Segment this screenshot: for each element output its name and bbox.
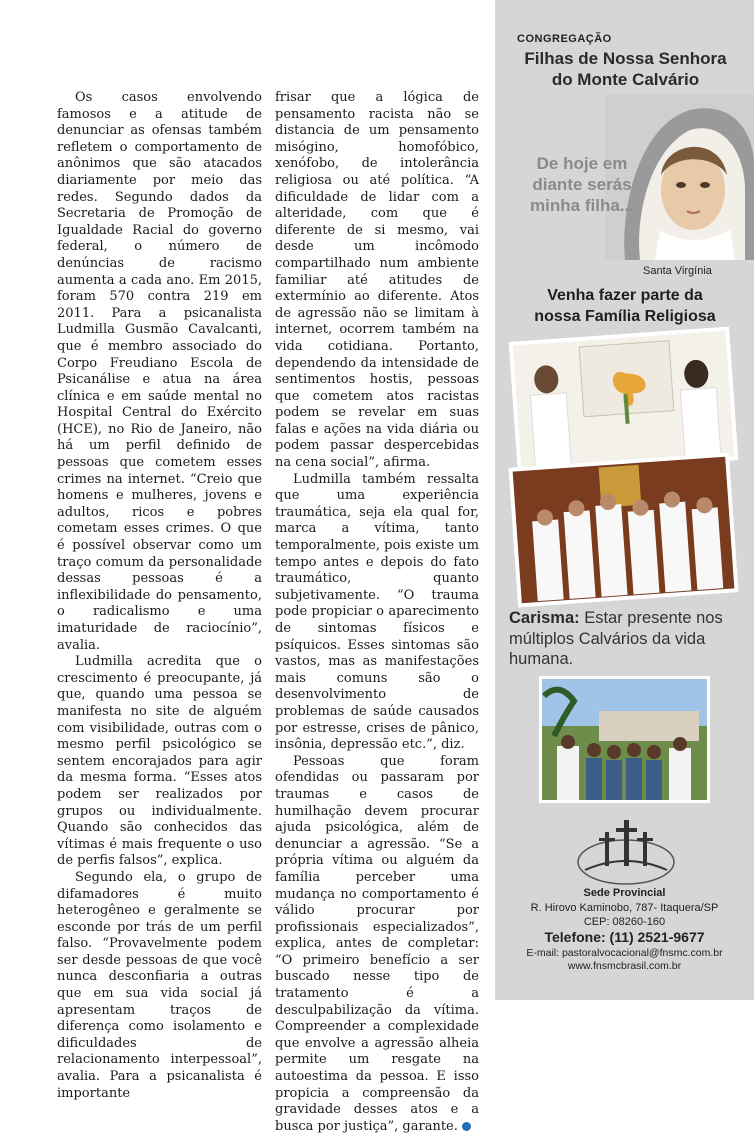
end-of-article-marker — [462, 1122, 471, 1131]
article-paragraph-text: Pessoas que foram ofendidas ou passaram por traumas e casos de humilhação devem procurar ajuda psicológica, além de denunciar a agressão. “Se a própria vítima ou alguém da família perceber uma mudança no comportamento é válido procurar por profissionais especializados”, explica, antes de completar: “O primeiro benefício a ser buscado nesse tipo de tratamento é a desculpabilização da vítima. Compreender a complexidade que envolve a agressão alheia permite um resgate na autoestima da pessoa. E isso propicia a compreensão da gravidade desses atos e a busca por justiça”, garante. — [275, 753, 479, 1134]
carisma-statement — [509, 608, 749, 670]
ad-website: www.fnsmcbrasil.com.br — [567, 960, 682, 972]
article-paragraph-last — [275, 754, 479, 1135]
ad-invitation — [505, 285, 745, 327]
community-photo — [539, 676, 710, 803]
ad-title — [513, 48, 738, 90]
article-column-1 — [57, 90, 262, 1102]
article-paragraph: Segundo ela, o grupo de difamadores é muito heterogêneo e geralmente se esconde por trás de um perfil falso. “Provavelmente podem ser desde pessoas de que você nunca desconfiaria a outras que em sua vida social já apresentam traços de diferença como isolamento e dificuldades de relacionamento interpessoal”, avalia. Para a psicanalista é importante — [57, 869, 262, 1101]
ad-title-line: do Monte Calvário — [551, 70, 700, 89]
ad-phone: Telefone: (11) 2521-9677 — [544, 929, 705, 945]
ad-invitation-line: Venha fazer parte da — [547, 287, 703, 304]
ad-contact — [495, 947, 754, 973]
article-paragraph: Ludmilla acredita que o crescimento é preocupante, já que, quando uma pessoa se manifesta no site de alguém com visibilidade, outras com o mesmo perfil psicológico se sentem encorajados para agir da mesma forma. “Esses atos podem ser realizados por grupos ou individualmente. Quando são conhecidos das vítimas é mais frequente o uso de perfis falsos”, explica. — [57, 654, 262, 869]
carisma-label: Carisma: — [509, 609, 580, 627]
ad-congregacao-label: CONGREGAÇÃO — [517, 33, 612, 45]
ad-address — [495, 901, 754, 929]
sisters-photo-2 — [508, 452, 738, 607]
carisma-text: Estar presente nos múltiplos Calvários da vida humana. — [509, 609, 723, 668]
congregation-advertisement — [495, 0, 754, 1000]
article-column-2 — [275, 90, 479, 1135]
ad-invitation-line: nossa Família Religiosa — [534, 308, 716, 325]
article-paragraph: Ludmilla também ressalta que uma experiência traumática, seja ela qual for, marca a vítima, tanto temporalmente, pois existe um tempo antes e depois do fato traumático, quanto subjetivamente. “O trauma pode propiciar o aparecimento de sintomas físicos e psíquicos. Esses sintomas são vastos, mas as manifestações mais comuns são o desenvolvimento de problemas de saúde causados por estresse, crises de pânico, insônia, depressão etc.”, diz. — [275, 471, 479, 753]
ad-quote-line: minha filha... — [530, 196, 634, 215]
ad-quote-line: De hoje em — [536, 154, 628, 173]
article-paragraph: Os casos envolvendo famosos e a atitude de denunciar as ofensas também refletem o comportamento de anônimos que são atacados diariamente por meio das redes. Segundo dados da Secretaria de Promoção de Igualdade Racial do governo federal, o número de denúncias de racismo aumenta a cada ano. Em 2015, foram 570 contra 219 em 2011. Para a psicanalista Ludmilla Gusmão Cavalcanti, que é membro associado do Corpo Freudiano Escola de Psicanálise e atua na área clínica e em saúde mental no Hospital Central do Exército (HCE), no Rio de Janeiro, não há um perfil definido de pessoas que cometem esses crimes na internet. “Creio que homens e mulheres, jovens e adultos, ricos e pobres cometam esses crimes. O que é possível observar como um traço comum da personalidade dessas pessoas é a inflexibilidade do pensamento, o radicalismo e uma imaturidade de raciocínio”, avalia. — [57, 90, 262, 653]
ad-title-line: Filhas de Nossa Senhora — [524, 49, 727, 68]
ad-cep: CEP: 08260-160 — [583, 916, 666, 928]
ad-email: E-mail: pastoralvocacional@fnsmc.com.br — [526, 947, 723, 959]
congregation-emblem — [575, 812, 677, 888]
ad-quote-line: diante serás — [532, 175, 632, 194]
ad-sede-label: Sede Provincial — [583, 887, 666, 899]
ad-quote — [517, 153, 647, 216]
article-paragraph: frisar que a lógica de pensamento racista não se distancia de um pensamento misógino, homofóbico, xenófobo, de intolerância religiosa ou até política. “A dificuldade de lidar com a alteridade, com que é diferente de si mesmo, vai desde um incômodo compartilhado num ambiente familiar até atitudes de extermínio ao diferente. Atos de agressão não se limitam à internet, ocorrem também na vida cotidiana. Portanto, dependendo da intensidade de sentimentos hostis, pessoas que cometem atos racistas podem se revelar em suas falas e ações na vida diária ou podem passar despercebidas na cena social”, afirma. — [275, 90, 479, 471]
ad-address-line: R. Hirovo Kaminobo, 787- Itaquera/SP — [530, 902, 719, 914]
portrait-caption: Santa Virgínia — [643, 265, 712, 277]
